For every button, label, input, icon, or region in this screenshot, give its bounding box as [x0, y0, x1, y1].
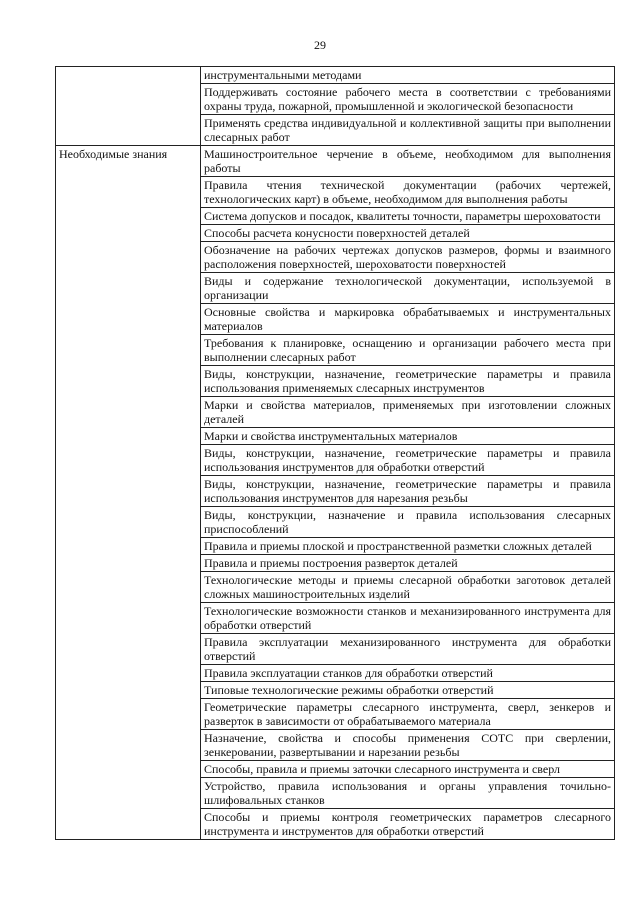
knowledge-item: Правила и приемы построения разверток деталей — [201, 555, 615, 572]
knowledge-item: Виды, конструкции, назначение, геометрические параметры и правила использования инструментов для обработки отверстий — [201, 445, 615, 476]
competency-table — [55, 66, 615, 840]
knowledge-item: Виды, конструкции, назначение и правила использования слесарных приспособлений — [201, 507, 615, 538]
knowledge-item: Машиностроительное черчение в объеме, необходимом для выполнения работы — [201, 146, 615, 177]
knowledge-item: Назначение, свойства и способы применения СОТС при сверлении, зенкеровании, развертывании и нарезании резьбы — [201, 730, 615, 761]
table-body — [56, 67, 615, 840]
knowledge-item: Система допусков и посадок, квалитеты точности, параметры шероховатости — [201, 208, 615, 225]
empty-label-cell — [56, 67, 201, 146]
knowledge-item: Устройство, правила использования и органы управления точильно-шлифовальных станков — [201, 778, 615, 809]
skill-item: Применять средства индивидуальной и коллективной защиты при выполнении слесарных работ — [201, 115, 615, 146]
knowledge-item: Марки и свойства материалов, применяемых при изготовлении сложных деталей — [201, 397, 615, 428]
section-label-knowledge: Необходимые знания — [56, 146, 201, 840]
skill-item: Поддерживать состояние рабочего места в соответствии с требованиями охраны труда, пожарной, промышленной и экологической безопасности — [201, 84, 615, 115]
knowledge-item: Геометрические параметры слесарного инструмента, сверл, зенкеров и разверток в зависимости от обрабатываемого материала — [201, 699, 615, 730]
knowledge-item: Правила и приемы плоской и пространственной разметки сложных деталей — [201, 538, 615, 555]
skill-item: инструментальными методами — [201, 67, 615, 84]
knowledge-item: Обозначение на рабочих чертежах допусков размеров, формы и взаимного расположения поверхностей, шероховатости поверхностей — [201, 242, 615, 273]
knowledge-item: Марки и свойства инструментальных материалов — [201, 428, 615, 445]
table-row — [56, 146, 615, 177]
knowledge-item: Правила чтения технической документации (рабочих чертежей, технологических карт) в объеме, необходимом для выполнения работы — [201, 177, 615, 208]
knowledge-item: Правила эксплуатации механизированного инструмента для обработки отверстий — [201, 634, 615, 665]
knowledge-item: Технологические возможности станков и механизированного инструмента для обработки отверстий — [201, 603, 615, 634]
knowledge-item: Способы, правила и приемы заточки слесарного инструмента и сверл — [201, 761, 615, 778]
knowledge-item: Способы расчета конусности поверхностей деталей — [201, 225, 615, 242]
knowledge-item: Виды, конструкции, назначение, геометрические параметры и правила использования применяемых слесарных инструментов — [201, 366, 615, 397]
knowledge-item: Виды, конструкции, назначение, геометрические параметры и правила использования инструментов для нарезания резьбы — [201, 476, 615, 507]
knowledge-item: Технологические методы и приемы слесарной обработки заготовок деталей сложных машиностроительных изделий — [201, 572, 615, 603]
knowledge-item: Требования к планировке, оснащению и организации рабочего места при выполнении слесарных работ — [201, 335, 615, 366]
page-number: 29 — [314, 38, 326, 52]
knowledge-item: Основные свойства и маркировка обрабатываемых и инструментальных материалов — [201, 304, 615, 335]
knowledge-item: Виды и содержание технологической документации, используемой в организации — [201, 273, 615, 304]
knowledge-item: Типовые технологические режимы обработки отверстий — [201, 682, 615, 699]
knowledge-item: Правила эксплуатации станков для обработки отверстий — [201, 665, 615, 682]
knowledge-item: Способы и приемы контроля геометрических параметров слесарного инструмента и инструментов для обработки отверстий — [201, 809, 615, 840]
table-row — [56, 67, 615, 84]
